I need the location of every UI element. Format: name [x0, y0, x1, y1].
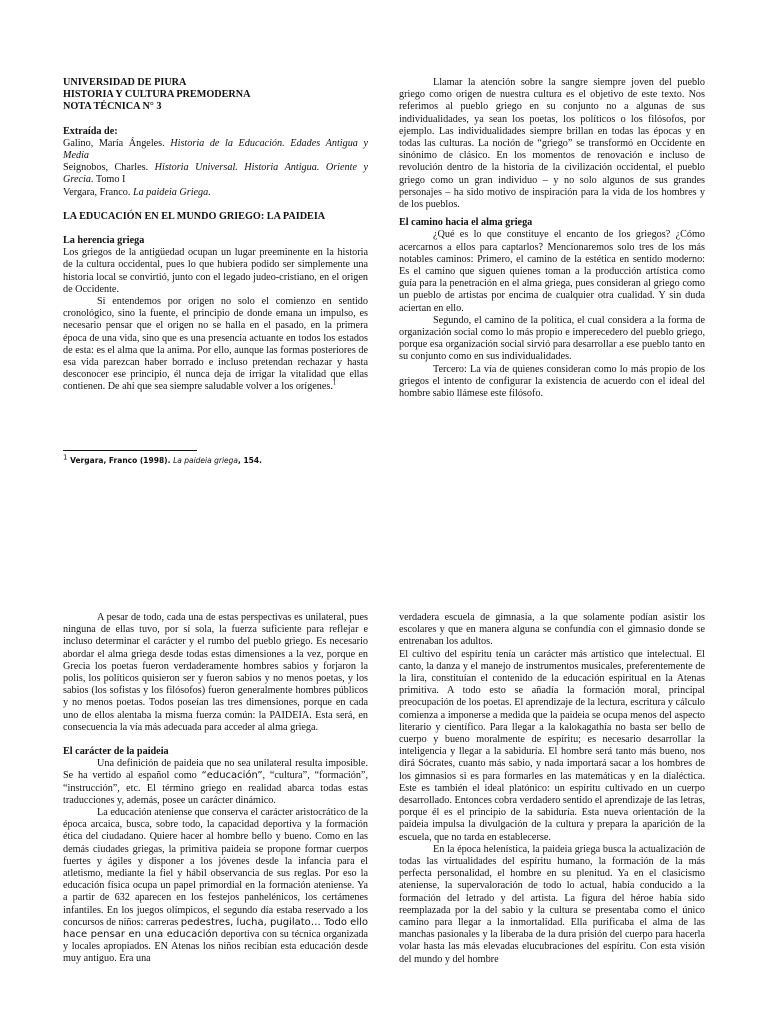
source-3: Vergara, Franco. La paideia Griega. [63, 186, 211, 198]
paragraph-herencia-2: Si entendemos por origen no solo el comienzo en sentido cronológico, sino la fuente, el principio de donde emana un impulso, es necesario pensar que el origen no se halla en el pasado, en la primera época de una vida, sino que es una presencia actuante en todos los estados de esta: es el alma que la anima. Por ello, aunque las formas posteriores de esa vida parezcan haber borrado e incluso pretendan rechazar y hasta desconocer ese principio, él nunca deja de irrigar la vitalidad que ellas contienen. De ahí que sea siempre saludable volver a los orígenes.$^1$ [63, 296, 368, 393]
column-right-bottom [399, 612, 705, 966]
footnote: $^1$ Vergara, Franco (1998). La paideia griega, 154. [63, 453, 262, 465]
footnote-separator [63, 450, 197, 451]
heading-herencia: La herencia griega [63, 235, 145, 247]
paragraph-camino-3: Tercero: La vía de quienes consideran como lo más propio de los griegos el intento de configurar la existencia de acuerdo con el ideal del hombre sabio llámese este filósofo. [399, 363, 705, 400]
header-course: HISTORIA Y CULTURA PREMODERNA [63, 89, 251, 101]
paragraph-camino-2: Segundo, el camino de la política, el cual considera a la forma de organización social como lo más propio e imperecedero del pueblo griego, porque esa organización social sirvió para desarrollar a ese pueblo tanto en su conjunto como en sus individualidades. [399, 314, 705, 363]
footnote-ref[interactable]: 1 [332, 379, 337, 388]
paragraph-espiritu: El cultivo del espíritu tenía un carácter más artístico que intelectual. El canto, la danza y el manejo de instrumentos musicales, preferentemente de la lira, constituían el contenido de la educación espiritual en la Atenas primitiva. A todo esto se añadía la formación moral, principal preocupación de los poetas. El aprendizaje de la lectura, escritura y cálculo comienza a imponerse a medida que la paideia se ocupa menos del aspecto literario y científico. Para llegar a la kalokagathía no basta ser bello de cuerpo y bueno moralmente de espíritu; es necesario desarrollar la inteligencia y llegar a la sabiduría. El hombre será tanto más bueno, nos dirá Sócrates, cuanto más sabio, y nada importará sacar a los hombres de los gimnasios si es para formarles en las matemáticas y en la dialéctica. Este es también el ideal platónico: un espíritu cultivado en un cuerpo desarrollado. Entonces cobra verdadero sentido el aprendizaje de las letras, porque él es el principio de la sabiduría. Esta nueva orientación de la paideia impulsa la divulgación de la cultura y prepara la aparición de la escuela, que no tarda en establecerse. [399, 648, 705, 843]
paragraph-intro: Llamar la atención sobre la sangre siempre joven del pueblo griego como origen de nuestra cultura es el objetivo de este texto. Nos referimos al pueblo griego en su conjunto no a algunas de sus individualidades, ya sean los poetas, los políticos o los filósofos, por ejemplo. Las individualidades siempre brillan en todas las épocas y en todas las culturas. La noción de “griego” se transformó en Occidente en sinónimo de clásico. En los momentos de renovación e incluso de revolución dentro de la historia de la civilización occidental, el pueblo griego como un gran individuo – y no solo algunos de sus grandes personajes – ha sido motivo de inspiración para la vida de los hombres y de los pueblos. [399, 77, 705, 211]
header-note: NOTA TÉCNICA N° 3 [63, 101, 162, 113]
heading-caracter: El carácter de la paideia [63, 746, 169, 758]
paragraph-definicion: Una definición de paideia que no sea unilateral resulta imposible. Se ha vertido al español como “educación”, “cultura”, “formación”, “instrucción”, etc. El término griego en realidad abarca todas estas traducciones y, además, posee un carácter dinámico. [63, 758, 368, 806]
paragraph-helenistica: En la época helenística, la paideia griega busca la actualización de todas las virtualidades del espíritu humano, la formación de la más perfecta personalidad, el hombre en su plenitud. Ya en el clasicismo ateniense, la supervaloración de todo lo actual, había conducido a la formación del letrado y del artista. La figura del héroe había sido reemplazada por la del sabio y la cultura se presentaba como el único camino para llegar a la inmortalidad. Ella purificaba el alma de las manchas pasionales y la liberaba de la dura prisión del cuerpo para hacerla volar hasta las más elevadas elucubraciones del espíritu. Con esta visión del mundo y del hombre [399, 843, 705, 965]
paragraph-gimnasia: verdadera escuela de gimnasia, a la que solamente podían asistir los escolares y que en manera alguna se confundía con el gimnasio donde se entrenaban los adultos. [399, 612, 705, 648]
column-left-bottom [63, 612, 368, 966]
paragraph-herencia-1: Los griegos de la antigüedad ocupan un lugar preeminente en la historia de la cultura occidental, pues lo que hubiera podido ser simplemente una historia local se convirtió, junto con el legado judeo-cristiano, en el origen de Occidente. [63, 247, 368, 295]
main-title: LA EDUCACIÓN EN EL MUNDO GRIEGO: LA PAIDEIA [63, 210, 326, 222]
paragraph-educacion-ateniense: La educación ateniense que conserva el carácter aristocrático de la época arcaica, busca, sobre todo, la capacidad deportiva y la formación ética del ciudadano. Quiere hacer al hombre bello y bueno. Como en las demás ciudades griegas, la primitiva paideia se propone formar cuerpos fuertes y ágiles y disponer a los jóvenes desde la infancia para el atletismo, mediante la fiel y hábil observancia de sus reglas. Por eso la educación física ocupa un papel primordial en la formación ateniense. Ya a partir de 632 aparecen en los festejos panhelénicos, los certámenes infantiles. En los juegos olímpicos, el segundo día estaba reservado a los concursos de niños: carreras pedestres, lucha, pugilato… Todo ello hace pensar en una educación deportiva con su técnica organizada y locales apropiados. EN Atenas los niños recibían esta educación desde muy antiguo. Era una [63, 807, 369, 965]
column-left-top [63, 77, 368, 394]
paragraph-camino-1: ¿Qué es lo que constituye el encanto de los griegos? ¿Cómo acercarnos a ellos para captarlos? Mencionaremos solo tres de los más notables caminos: Primero, el camino de la estética en sentido moderno: Es el camino que siguen quienes toman a la producción artística como guía para la penetración en el alma griega, pues consideran al griego como un pueblo de artistas por encima de cualquier otra cualidad. Y sin duda aciertan en ello. [399, 229, 705, 314]
header-university: UNIVERSIDAD DE PIURA [63, 77, 187, 88]
source-1: Galino, María Ángeles. Historia de la Educación. Edades Antigua y Media [63, 137, 368, 162]
heading-camino: El camino hacia el alma griega [399, 217, 533, 229]
source-2: Seignobos, Charles. Historia Universal. Historia Antigua. Oriente y Grecia. Tomo I [63, 162, 368, 186]
column-right-top [399, 77, 705, 400]
paragraph-perspectivas: A pesar de todo, cada una de estas perspectivas es unilateral, pues ninguna de ellas tuvo, por sí sola, la fuerza suficiente para reflejar e incluso determinar el carácter y el rumbo del pueblo griego. Es necesario abordar el alma griega desde todas estas dimensiones a la vez, porque en Grecia los poetas fueron verdaderamente hombres sabios y forjaron la polis, los políticos quisieron ser y fueron sabios y no menos poetas, y los sabios (los sofistas y los filósofos) fueron generalmente hombres públicos y no menos poetas. Todos poseían las tres dimensiones, porque en cada uno de ellos alentaba la misma fuerza común: la PAIDEIA. Esta será, en consecuencia la vía más adecuada para acceder al alma griega. [63, 612, 368, 733]
sources-label: Extraída de: [63, 125, 118, 137]
